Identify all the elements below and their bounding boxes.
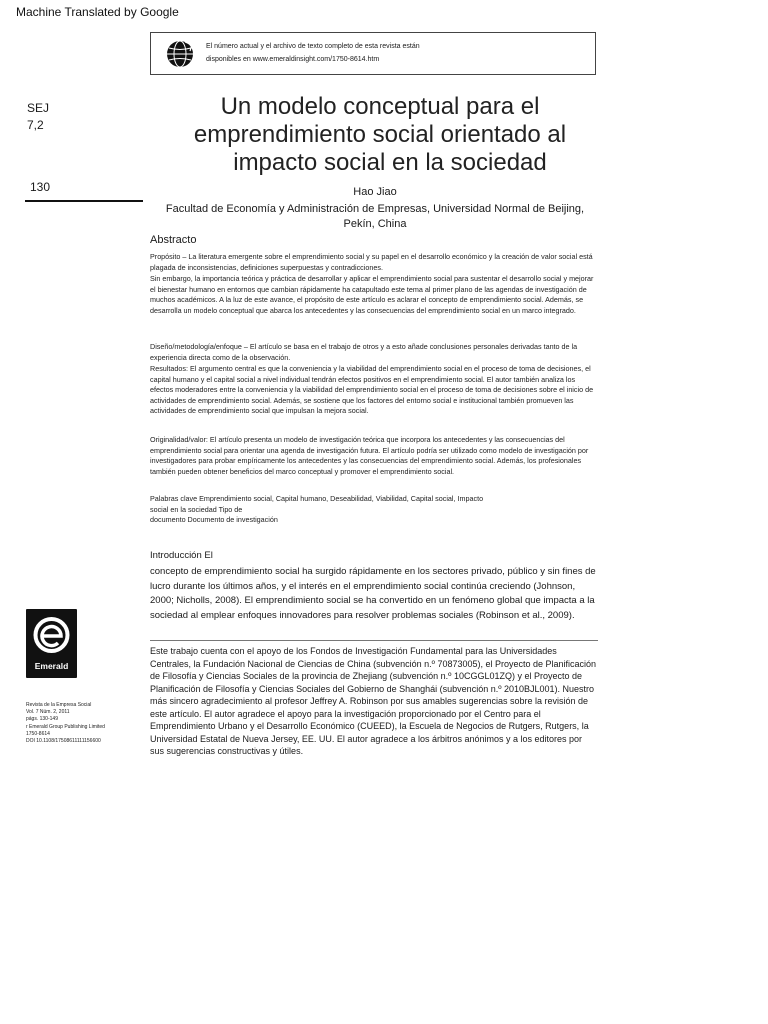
keywords-line-2: social en la sociedad Tipo de [150,504,243,514]
globe-icon [165,39,195,69]
introduction-heading: Introducción El [150,550,213,561]
citation-line: págs. 130-149 [26,716,58,723]
abstract-keywords [150,494,598,526]
citation-line: r Emerald Group Publishing Limited [26,723,105,730]
emerald-logo-text: Emerald [34,661,69,671]
margin-divider [25,200,143,202]
abstract-purpose: Propósito – La literatura emergente sobre el emprendimiento social y su papel en el desarrollo económico y la creación de valor social está plagada de inconsistencias, definiciones superpuestas y contradicciones. [150,252,593,272]
author-name: Hao Jiao [353,186,397,198]
author-affiliation [150,202,600,232]
keywords-line-1: Palabras clave Emprendimiento social, Capital humano, Deseabilidad, Viabilidad, Capital social, Impacto [150,494,484,503]
keywords-line-3: documento Documento de investigación [150,515,278,524]
emerald-logo-icon [32,614,71,656]
emerald-logo [26,609,77,678]
notice-line-2: disponibles en www.emeraldinsight.com/1750-8614.htm [206,56,380,63]
citation-line: Vol. 7 Núm. 2, 2011 [26,709,70,716]
abstract-design: Diseño/metodología/enfoque – El artículo se basa en el trabajo de otros y a esto añade conclusiones personales derivadas tanto de la experiencia directa como de la observación. [150,342,578,362]
abstract-purpose-continued: Sin embargo, la importancia teórica y práctica de desarrollar y aplicar el emprendimiento social para sustentar el desarrollo social y mejorar el bienestar humano en entornos que cambian rápidamente ha catapultado este tema al primer plano de las agendas de investigación de muchos académicos. A la luz de este avance, el propósito de este artículo es aclarar el concepto de emprendimiento social. Además, se desarrolla un modelo conceptual que abarca los antecedentes y las consecuencias del emprendimiento social en un marco integrado. [150,274,594,315]
affiliation-line-1: Facultad de Economía y Administración de Empresas, Universidad Normal de Beijing, [165,203,585,215]
affiliation-line-2: Pekín, China [343,218,407,230]
citation-line: Revista de la Empresa Social [26,702,92,708]
notice-line-1: El número actual y el archivo de texto completo de esta revista están [206,43,420,50]
title-line-2: emprendimiento social orientado al [193,121,567,148]
machine-translated-label: Machine Translated by Google [16,5,179,19]
citation-line: 1750-8614 [26,730,50,737]
journal-code: SEJ [27,101,50,115]
page-number: 130 [30,180,51,194]
title-line-3: impacto social en la sociedad [233,149,547,176]
abstract-findings: Resultados: El argumento central es que la conveniencia y la viabilidad del emprendimiento social en el proceso de toma de decisiones, el capital humano y el capital social a nivel individual tendrán efectos positivos en el emprendimiento social. El autor también analiza los efectos moderadores entre la conveniencia y la viabilidad del emprendimiento social en el proceso de toma de decisiones sobre el inicio de actividades de emprendimiento social. Además, se sostiene que los factores del entorno social e institucional también promueven las actividades de emprendimiento social que impulsan la mejora social. [150,364,594,415]
abstract-originality: Originalidad/valor: El artículo presenta un modelo de investigación teórica que incorpora los antecedentes y las consecuencias del emprendimiento social para orientar una agenda de investigación futura. El artículo podría ser utilizado como modelo de investigación por investigadores para probar empíricamente los antecedentes y las consecuencias del emprendimiento social. Además, los profesionales también pueden obtener beneficios del marco conceptual y promover el emprendimiento social. [150,435,589,476]
title-line-1: Un modelo conceptual para el [220,93,540,120]
availability-notice [150,32,596,75]
abstract-heading: Abstracto [150,234,197,246]
article-title [150,93,610,177]
footnote-divider [150,640,598,641]
introduction-body: concepto de emprendimiento social ha surgido rápidamente en los sectores privado, público y sin fines de lucro durante los últimos años, y el interés en el emprendimiento social continúa creciendo (Johnson, 2000; Nicholls, 2008). El emprendimiento social se ha convertido en un fenómeno global que impacta a la sociedad al emplear enfoques innovadores para resolver problemas sociales (Robinson et al., 2009). [150,566,596,621]
volume-issue: 7,2 [27,118,44,132]
acknowledgement-footnote: Este trabajo cuenta con el apoyo de los Fondos de Investigación Fundamental para las Universidades Centrales, la Fundación Nacional de Ciencias de China (subvención n.º 70873005), el Proyecto de Planificación de Filosofía y Ciencias Sociales de la provincia de Zhejiang (subvención n.º 10CGGL01ZQ) y el Proyecto de Planificación de Filosofía y Ciencias Sociales del Gobierno de Shanghái (subvención n.º 2010BJL001). Nuestro más sincero agradecimiento al profesor Jeffrey A. Robinson por sus amables sugerencias sobre la revisión de este artículo. El autor agradece el apoyo para la investigación proporcionado por el Centro para el Emprendimiento Urbano y el Desarrollo Económico (CUEED), la Escuela de Negocios de Rutgers, Rutgers, la Universidad Estatal de Nueva Jersey, EE. UU. El autor agradece a los árbitros anónimos y a los editores por sus sugerencias constructivas y útiles. [150,646,597,756]
journal-citation [26,702,146,745]
citation-line: DOI 10.1108/17508611111156600 [26,738,101,745]
